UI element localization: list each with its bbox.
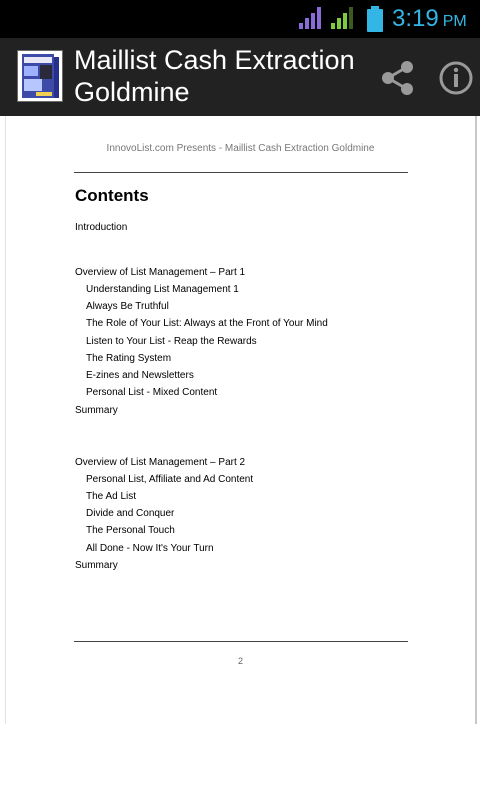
toc-entry: Understanding List Management 1: [86, 284, 239, 295]
action-bar: [0, 38, 480, 116]
toc-entry: All Done - Now It's Your Turn: [86, 543, 214, 554]
clock-ampm: PM: [442, 13, 467, 30]
toc-entry: Summary: [75, 405, 118, 416]
clock-time: 3:19: [392, 5, 439, 32]
toc-entry: The Ad List: [86, 491, 137, 502]
page-number: 2: [237, 656, 243, 666]
toc-entry: Introduction: [75, 222, 128, 233]
toc-entry: Listen to Your List - Reap the Rewards: [86, 336, 257, 347]
toc-entry: The Personal Touch: [86, 525, 175, 536]
toc-entry: Overview of List Management – Part 1: [75, 267, 246, 278]
document-viewer[interactable]: [0, 116, 480, 800]
clock: [392, 3, 467, 35]
toc-entry: Summary: [75, 560, 118, 571]
app-title: Maillist Cash Extraction Goldmine: [74, 45, 355, 107]
info-button[interactable]: [436, 58, 476, 98]
toc-entry: Divide and Conquer: [86, 508, 175, 519]
footer-divider: [74, 641, 408, 642]
share-button[interactable]: [378, 58, 418, 98]
header-divider: [74, 172, 408, 173]
document-header: InnovoList.com Presents - Maillist Cash Extraction Goldmine: [106, 143, 375, 154]
signal-icon: [298, 7, 322, 34]
toc-entry: The Role of Your List: Always at the Front of Your Mind: [86, 318, 328, 329]
toc-entry: Always Be Truthful: [86, 301, 169, 312]
battery-icon: [366, 6, 384, 37]
signal-icon: [330, 7, 354, 34]
status-bar: [0, 0, 480, 38]
info-icon: [436, 85, 476, 102]
toc-entry: The Rating System: [86, 353, 172, 364]
toc-entry: Personal List, Affiliate and Ad Content: [86, 474, 254, 485]
app-cover-icon[interactable]: [17, 50, 63, 102]
toc-entry: Personal List - Mixed Content: [86, 387, 218, 398]
toc-entry: Overview of List Management – Part 2: [75, 457, 246, 468]
share-icon: [378, 85, 418, 102]
toc-entry: E-zines and Newsletters: [86, 370, 194, 381]
contents-heading: Contents: [75, 186, 149, 205]
document-page: [5, 116, 477, 724]
